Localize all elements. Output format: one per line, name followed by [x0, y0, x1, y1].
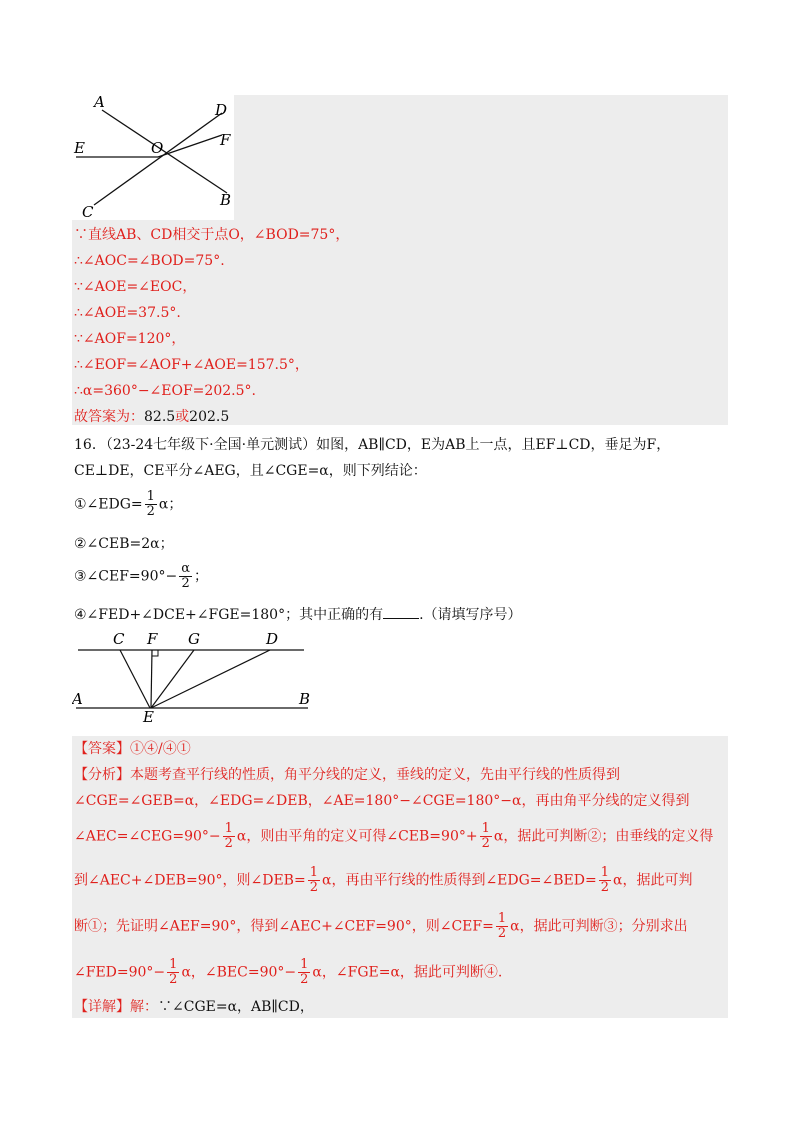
- problem16-option3: [74, 562, 208, 591]
- fraction-half: [223, 822, 235, 851]
- fraction-half: [599, 866, 611, 895]
- fraction-half: [496, 912, 508, 941]
- frac-den: 2: [181, 576, 190, 591]
- figure-intersecting-lines: [72, 95, 234, 220]
- frac-num: 1: [481, 821, 490, 836]
- a4-part3: α，据此可判: [613, 872, 693, 889]
- fraction-half: [167, 958, 179, 987]
- final-answer-prefix: 故答案为：: [74, 409, 144, 425]
- option1-text: ①∠EDG=: [74, 496, 143, 513]
- answer16-analysis-line5: [74, 912, 688, 941]
- solution15-final-answer: [74, 408, 229, 426]
- detail-text: ∵∠CGE=α，AB∥CD，: [158, 999, 314, 1015]
- final-answer-value1: 82.5: [144, 409, 176, 425]
- solution15-line3: ∵∠AOE=∠EOC，: [74, 279, 197, 295]
- frac-den: 2: [497, 926, 507, 941]
- label-B: B: [299, 690, 311, 708]
- option4-text: ④∠FED+∠DCE+∠FGE=180°；其中正确的有: [74, 607, 384, 623]
- frac-den: 2: [224, 836, 233, 851]
- a6-part1: ∠FED=90°−: [74, 964, 166, 981]
- label-D: D: [266, 630, 279, 648]
- figure-parallel-lines: [72, 628, 317, 724]
- label-C: C: [113, 630, 125, 648]
- label-D: D: [215, 101, 228, 119]
- fraction-half: [298, 958, 310, 987]
- answer16-analysis-line3: [74, 822, 713, 851]
- answer-blank[interactable]: [383, 606, 419, 619]
- label-C: C: [82, 203, 94, 220]
- problem16-line2: CE⊥DE，CE平分∠AEG，且∠CGE=α，则下列结论：: [74, 463, 427, 479]
- frac-num: 1: [224, 821, 233, 836]
- label-E: E: [143, 708, 154, 724]
- fraction-alpha-half: [179, 562, 192, 591]
- frac-den: 2: [169, 972, 178, 987]
- detail-heading: 【详解】解：: [74, 999, 158, 1015]
- frac-den: 2: [300, 972, 309, 987]
- problem16-option2: ②∠CEB=2α；: [74, 536, 174, 552]
- answer16-detail-line1: [74, 998, 314, 1016]
- label-E: E: [74, 139, 85, 157]
- frac-num: 1: [309, 865, 318, 880]
- a6-part2: α，∠BEC=90°−: [181, 964, 297, 981]
- option4-tail: .（请填写序号）: [419, 607, 522, 623]
- solution15-line5: ∵∠AOF=120°，: [74, 331, 186, 347]
- a6-part3: α，∠FGE=α，据此可判断④.: [312, 964, 503, 981]
- fraction-half: [145, 490, 157, 519]
- answer16-analysis-line1: 【分析】本题考查平行线的性质，角平分线的定义，垂线的定义，先由平行线的性质得到: [74, 767, 620, 783]
- frac-den: 2: [481, 836, 490, 851]
- option1-tail: α；: [158, 496, 183, 513]
- label-A: A: [72, 690, 83, 708]
- label-F: F: [147, 630, 158, 648]
- fraction-half: [480, 822, 492, 851]
- option3-tail: ；: [193, 568, 208, 585]
- fraction-half: [308, 866, 320, 895]
- frac-num: 1: [146, 489, 155, 504]
- label-F: F: [220, 131, 231, 149]
- answer16-analysis-line4: [74, 866, 693, 895]
- solution15-line1: ∵直线AB、CD相交于点O，∠BOD=75°，: [74, 227, 350, 243]
- a5-part2: α，据此可判断③；分别求出: [510, 918, 688, 935]
- a3-part3: α，据此可判断②；由垂线的定义得: [493, 828, 714, 845]
- a3-part1: ∠AEC=∠CEG=90°−: [74, 828, 221, 845]
- label-B: B: [220, 191, 232, 209]
- final-answer-or: 或: [175, 409, 190, 425]
- problem16-option1: [74, 490, 182, 519]
- frac-den: 2: [309, 880, 318, 895]
- frac-num: 1: [169, 957, 178, 972]
- solution15-line2: ∴∠AOC=∠BOD=75°.: [74, 253, 225, 269]
- a4-part2: α，再由平行线的性质得到∠EDG=∠BED=: [322, 872, 597, 889]
- option3-text: ③∠CEF=90°−: [74, 568, 178, 585]
- problem16-option4: [74, 606, 522, 624]
- final-answer-value2: 202.5: [189, 409, 230, 425]
- problem16-line1: 16．（23-24七年级下·全国·单元测试）如图，AB∥CD，E为AB上一点，且EF⊥CD，垂足为F，: [74, 437, 671, 453]
- label-O: O: [151, 139, 164, 157]
- answer16-answer: 【答案】①④/④①: [74, 741, 191, 757]
- frac-den: 2: [600, 880, 610, 895]
- solution15-line6: ∴∠EOF=∠AOF+∠AOE=157.5°，: [74, 357, 309, 373]
- label-A: A: [94, 95, 105, 111]
- label-G: G: [188, 630, 200, 648]
- frac-num: 1: [497, 911, 507, 926]
- answer16-analysis-line6: [74, 958, 502, 987]
- a3-part2: α，则由平角的定义可得∠CEB=90°+: [236, 828, 478, 845]
- solution15-line7: ∴α=360°−∠EOF=202.5°.: [74, 383, 256, 399]
- frac-den: 2: [146, 504, 155, 519]
- frac-num: α: [181, 561, 190, 576]
- answer16-analysis-line2: ∠CGE=∠GEB=α，∠EDG=∠DEB，∠AE=180°−∠CGE=180°−α，再由角平分线的定义得到: [74, 793, 690, 809]
- solution15-line4: ∴∠AOE=37.5°.: [74, 305, 181, 321]
- frac-num: 1: [300, 957, 309, 972]
- a4-part1: 到∠AEC+∠DEB=90°，则∠DEB=: [74, 872, 306, 889]
- frac-num: 1: [600, 865, 610, 880]
- a5-part1: 断①；先证明∠AEF=90°，得到∠AEC+∠CEF=90°，则∠CEF=: [74, 918, 494, 935]
